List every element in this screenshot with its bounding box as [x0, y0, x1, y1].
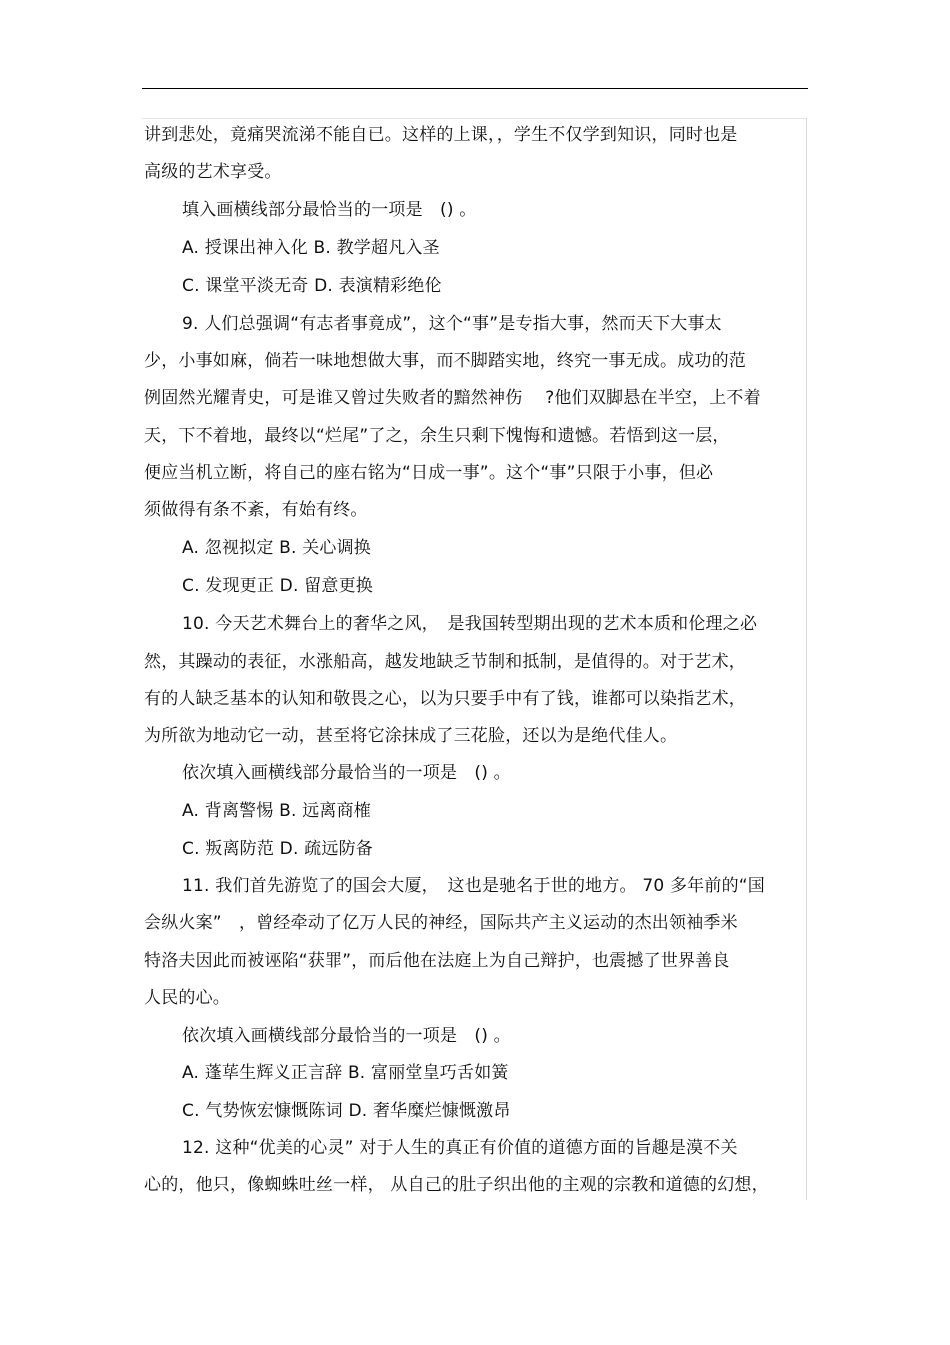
text-line: 特洛夫因此而被诬陷“获罪”，而后他在法庭上为自己辩护，也震撼了世界善良 [144, 951, 730, 971]
answer-options: A. 忽视拟定 B. 关心调换 [182, 538, 372, 558]
answer-options: A. 背离警惕 B. 远离商榷 [182, 801, 372, 821]
text-line: 须做得有条不紊，有始有终。 [144, 500, 368, 520]
answer-options: C. 发现更正 D. 留意更换 [182, 576, 373, 596]
text-line: 然，其躁动的表征，水涨船高，越发地缺乏节制和抵制，是值得的。对于艺术， [144, 652, 746, 672]
text-line: 少，小事如麻，倘若一味地想做大事，而不脚踏实地，终究一事无成。成功的范 [144, 351, 746, 371]
text-line: 高级的艺术享受。 [144, 162, 282, 182]
question-11: 11. 我们首先游览了的国会大厦， 这也是驰名于世的地方。 70 多年前的“国 [182, 876, 765, 896]
question-12: 12. 这种“优美的心灵” 对于人生的真正有价值的道德方面的旨趣是漠不关 [182, 1138, 738, 1158]
answer-options: A. 授课出神入化 B. 教学超凡入圣 [182, 238, 440, 258]
answer-options: C. 气势恢宏慷慨陈词 D. 奢华糜烂慷慨激昂 [182, 1101, 511, 1121]
question-9: 9. 人们总强调“有志者事竟成”，这个“事”是专指大事，然而天下大事太 [182, 314, 722, 334]
header-rule [142, 88, 808, 89]
question-prompt: 依次填入画横线部分最恰当的一项是 () 。 [182, 1026, 511, 1046]
question-prompt: 填入画横线部分最恰当的一项是 () 。 [182, 200, 477, 220]
question-10: 10. 今天艺术舞台上的奢华之风， 是我国转型期出现的艺术本质和伦理之必 [182, 614, 758, 634]
text-line: 会纵火案” ，曾经牵动了亿万人民的神经，国际共产主义运动的杰出领袖季米 [144, 913, 738, 933]
answer-options: C. 叛离防范 D. 疏远防备 [182, 839, 373, 859]
text-line: 有的人缺乏基本的认知和敬畏之心，以为只要手中有了钱，谁都可以染指艺术， [144, 689, 746, 709]
answer-options: C. 课堂平淡无奇 D. 表演精彩绝伦 [182, 276, 442, 296]
text-line: 为所欲为地动它一动，甚至将它涂抹成了三花脸，还以为是绝代佳人。 [144, 726, 678, 746]
text-line: 人民的心。 [144, 988, 230, 1008]
text-line: 例固然光耀青史，可是谁又曾过失败者的黯然神伤 ?他们双脚悬在半空，上不着 [144, 388, 761, 408]
answer-options: A. 蓬荜生辉义正言辞 B. 富丽堂皇巧舌如簧 [182, 1063, 509, 1083]
text-line: 心的，他只，像蜘蛛吐丝一样， 从自己的肚子织出他的主观的宗教和道德的幻想， [144, 1175, 769, 1195]
text-line: 便应当机立断，将自己的座右铭为“日成一事”。这个“事”只限于小事，但必 [144, 463, 714, 483]
question-prompt: 依次填入画横线部分最恰当的一项是 () 。 [182, 763, 511, 783]
text-line: 天，下不着地，最终以“烂尾”了之，余生只剩下愧悔和遗憾。若悟到这一层， [144, 426, 730, 446]
text-line: 讲到悲处，竟痛哭流涕不能自已。这样的上课，，学生不仅学到知识，同时也是 [144, 125, 738, 145]
